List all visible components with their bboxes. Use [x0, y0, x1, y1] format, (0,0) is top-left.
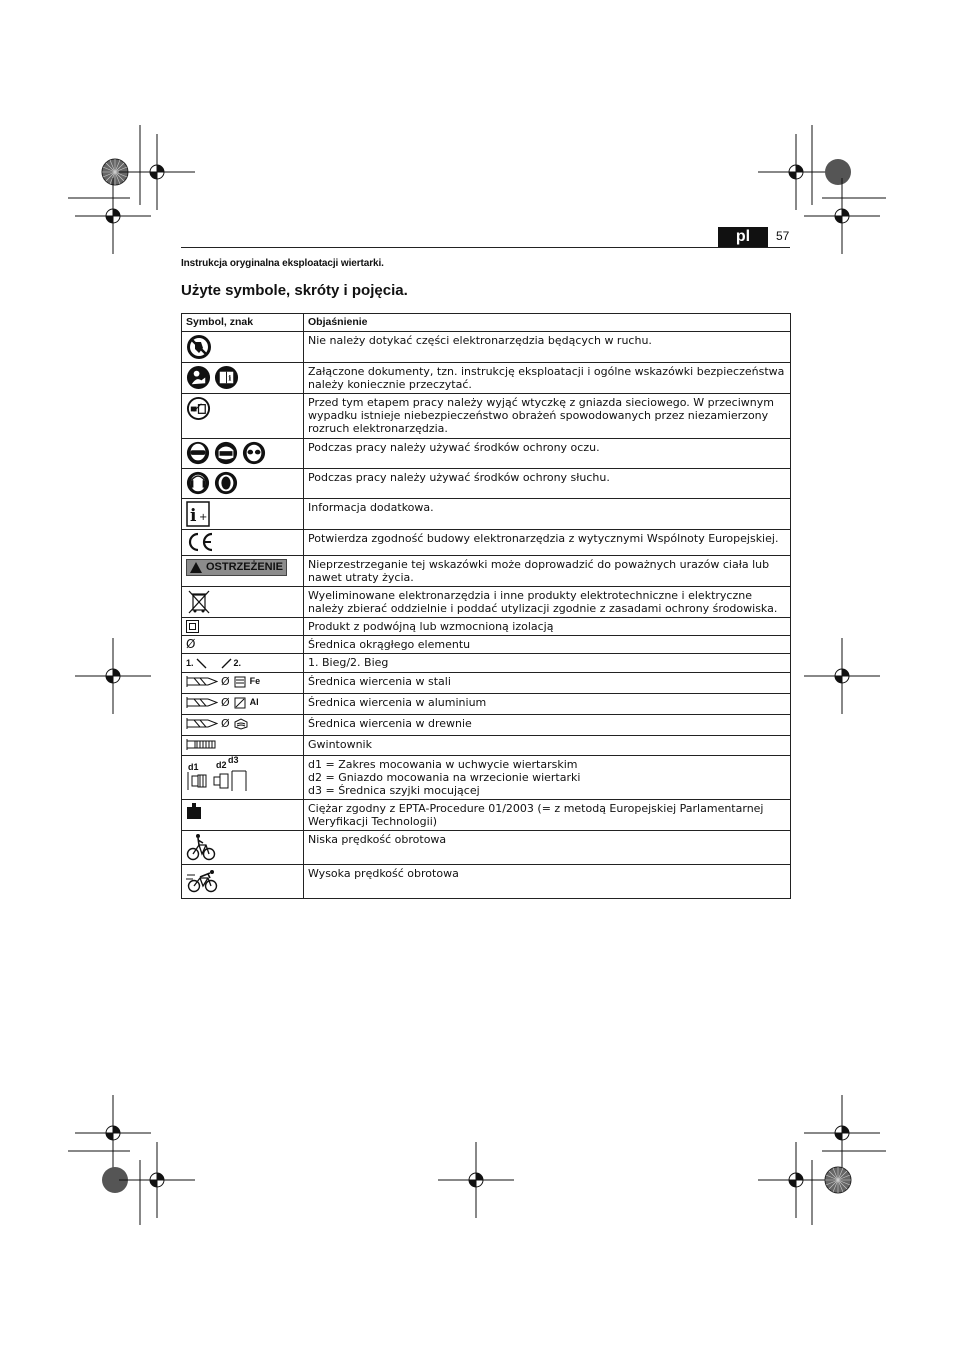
tap-tool-icon: [186, 738, 218, 751]
goggles-icon: [186, 441, 210, 465]
explanation-cell: Ciężar zgodny z EPTA-Procedure 01/2003 (= z metodą Europejskiej Parlamentarnej Weryfikacji Technologii): [304, 800, 791, 831]
symbol-cell: [182, 673, 304, 694]
d3-explanation: d3 = Średnica szyjki mocującej: [308, 784, 480, 797]
face-shield-icon: [214, 441, 238, 465]
symbol-cell: [182, 831, 304, 865]
section-title: Użyte symbole, skróty i pojęcia.: [181, 282, 408, 299]
warning-badge: [186, 559, 287, 576]
weight-icon: [186, 802, 202, 820]
table-row: [182, 499, 791, 530]
chuck-dimensions-diagram: [186, 755, 250, 794]
symbol-cell: [182, 865, 304, 899]
explanation-cell: Przed tym etapem pracy należy wyjąć wtyczkę z gniazda sieciowego. W przeciwnym wypadku istnieje niebezpieczeństwo obrażeń spowodowanych przez niezamierzony rozruch elektronarzędzia.: [304, 394, 791, 439]
explanation-cell: [304, 756, 791, 800]
language-badge: pl: [718, 227, 768, 247]
explanation-cell: Potwierdza zgodność budowy elektronarzędzia z wytycznymi Wspólnoty Europejskiej.: [304, 530, 791, 556]
explanation-cell: Gwintownik: [304, 736, 791, 756]
d2-explanation: d2 = Gniazdo mocowania na wrzecionie wiertarki: [308, 771, 581, 784]
d3-label: d3: [228, 755, 239, 765]
d1-label: d1: [188, 762, 199, 772]
table-row: [182, 618, 791, 636]
table-header-row: [182, 314, 791, 332]
table-row: [182, 715, 791, 736]
warning-triangle-icon: [190, 562, 202, 573]
symbol-cell: [182, 756, 304, 800]
wood-block-icon: [233, 717, 249, 730]
symbol-cell: [182, 332, 304, 363]
cyclist-slow-icon: [186, 833, 216, 861]
explanation-cell: Wyeliminowane elektronarzędzia i inne produkty elektrotechniczne i elektryczne należy zbierać oddzielnie i poddać utylizacji zgodnie z zasadami ochrony środowiska.: [304, 587, 791, 618]
symbol-cell: [182, 618, 304, 636]
document-title: Instrukcja oryginalna eksploatacji wiertarki.: [181, 258, 384, 269]
table-row: [182, 654, 791, 673]
crossed-bin-icon: [186, 589, 212, 615]
symbols-table: [181, 313, 791, 899]
symbol-cell: [182, 800, 304, 831]
table-row: [182, 636, 791, 654]
book-icon: [214, 365, 239, 390]
table-row: [182, 831, 791, 865]
table-row: [182, 694, 791, 715]
read-manual-icon: [186, 365, 211, 390]
explanation-cell: Nieprzestrzeganie tej wskazówki może doprowadzić do poważnych urazów ciała lub nawet utraty życia.: [304, 556, 791, 587]
svg-text:+: +: [199, 512, 208, 523]
table-row: [182, 865, 791, 899]
symbol-cell: [182, 499, 304, 530]
header-rule: [181, 247, 790, 248]
ear-plugs-icon: [214, 471, 238, 495]
no-touch-icon: [186, 334, 212, 360]
info-icon: [186, 501, 210, 527]
page-number: 57: [776, 229, 790, 243]
material-fe-label: Fe: [249, 676, 261, 686]
explanation-cell: Informacja dodatkowa.: [304, 499, 791, 530]
drill-bit-icon: [186, 675, 218, 688]
explanation-cell: Średnica wiercenia w stali: [304, 673, 791, 694]
unplug-icon: [186, 396, 211, 421]
explanation-cell: Średnica wiercenia w drewnie: [304, 715, 791, 736]
diameter-icon: Ø: [221, 675, 230, 688]
symbol-cell: [182, 439, 304, 469]
symbol-cell: [182, 694, 304, 715]
gear-2-icon: [220, 658, 232, 669]
gear-1-icon: [196, 658, 208, 669]
symbol-cell: [182, 469, 304, 499]
explanation-cell: Podczas pracy należy używać środków ochrony słuchu.: [304, 469, 791, 499]
explanation-cell: Średnica okrągłego elementu: [304, 636, 791, 654]
table-row: [182, 587, 791, 618]
symbol-cell: [182, 736, 304, 756]
gear-1-label: 1.: [186, 658, 194, 668]
symbol-cell: [182, 363, 304, 394]
symbol-cell: [182, 715, 304, 736]
table-row: [182, 394, 791, 439]
table-row: [182, 756, 791, 800]
ce-mark-icon: [186, 532, 214, 552]
table-row: [182, 439, 791, 469]
diameter-icon: Ø: [221, 696, 230, 709]
symbol-cell: [182, 587, 304, 618]
d1-explanation: d1 = Zakres mocowania w uchwycie wiertarskim: [308, 758, 578, 771]
table-row: [182, 736, 791, 756]
table-row: [182, 469, 791, 499]
table-row: [182, 363, 791, 394]
cyclist-fast-icon: [186, 867, 220, 893]
symbol-cell: [182, 556, 304, 587]
ear-muffs-icon: [186, 471, 210, 495]
svg-text:i: i: [190, 506, 197, 526]
drill-bit-icon: [186, 696, 218, 709]
table-row: [182, 530, 791, 556]
explanation-cell: Średnica wiercenia w aluminium: [304, 694, 791, 715]
explanation-cell: Niska prędkość obrotowa: [304, 831, 791, 865]
gear-2-label: 2.: [233, 658, 242, 668]
aluminium-block-icon: [233, 696, 247, 709]
col-header-symbol: Symbol, znak: [182, 314, 304, 332]
svg-text:i: i: [228, 373, 232, 383]
explanation-cell: Produkt z podwójną lub wzmocnioną izolacją: [304, 618, 791, 636]
steel-block-icon: [233, 675, 247, 688]
material-al-label: Al: [249, 697, 259, 707]
table-row: [182, 673, 791, 694]
table-row: [182, 332, 791, 363]
symbol-cell: [182, 394, 304, 439]
symbol-cell: [182, 654, 304, 673]
safety-glasses-icon: [242, 441, 266, 465]
diameter-icon: Ø: [221, 717, 230, 730]
drill-bit-icon: [186, 717, 218, 730]
symbol-cell: [182, 636, 304, 654]
chuck-icon: [186, 770, 250, 792]
explanation-cell: Podczas pracy należy używać środków ochrony oczu.: [304, 439, 791, 469]
explanation-cell: 1. Bieg/2. Bieg: [304, 654, 791, 673]
explanation-cell: Załączone dokumenty, tzn. instrukcję eksploatacji i ogólne wskazówki bezpieczeństwa należy koniecznie przeczytać.: [304, 363, 791, 394]
double-insulation-icon: [186, 620, 199, 633]
table-row: [182, 556, 791, 587]
warning-label: OSTRZEŻENIE: [206, 561, 284, 573]
table-row: [182, 800, 791, 831]
d2-label: d2: [216, 760, 227, 770]
col-header-explanation: Objaśnienie: [304, 314, 791, 332]
diameter-icon: Ø: [186, 637, 196, 651]
symbol-cell: [182, 530, 304, 556]
explanation-cell: Nie należy dotykać części elektronarzędzia będących w ruchu.: [304, 332, 791, 363]
explanation-cell: Wysoka prędkość obrotowa: [304, 865, 791, 899]
